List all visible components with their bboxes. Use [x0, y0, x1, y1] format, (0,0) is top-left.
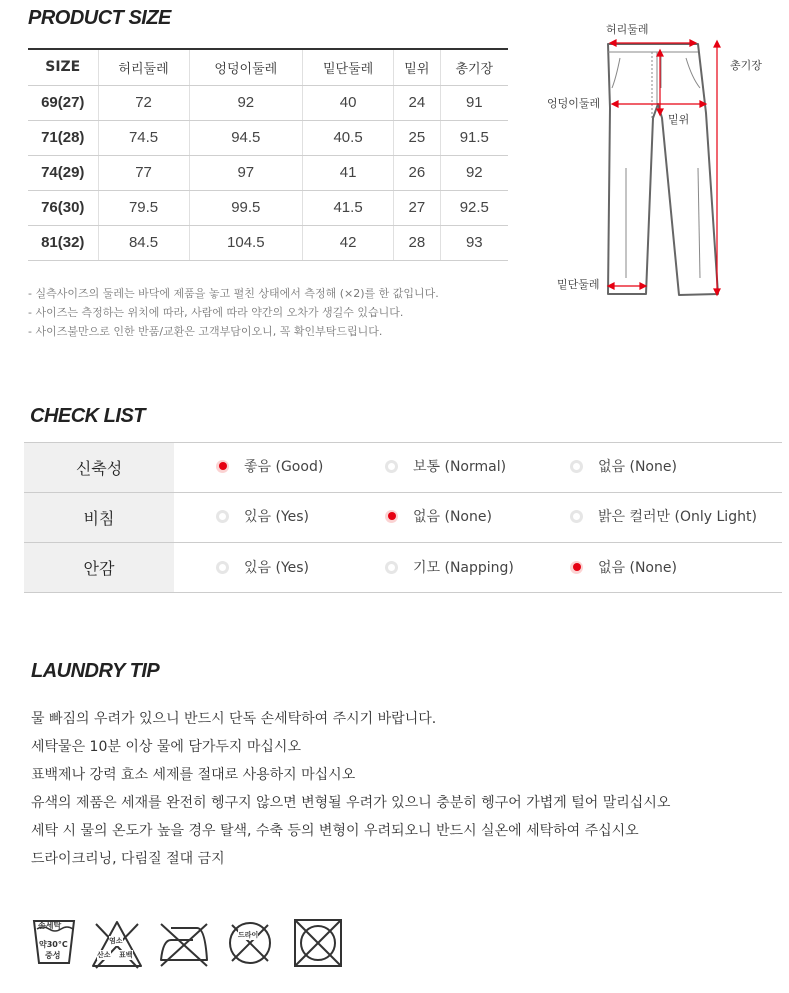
hand-wash-temp: 약30°C [39, 940, 68, 949]
laundry-line: 물 빠짐의 우려가 있으니 반드시 단독 손세탁하여 주시기 바랍니다. [31, 711, 437, 727]
length-label: 총기장 [730, 59, 762, 72]
option-label: 없음 (None) [598, 560, 677, 576]
radio-icon [570, 510, 583, 523]
table-cell: 72 [98, 85, 189, 120]
check-row-label: 안감 [24, 543, 174, 592]
laundry-line: 세탁 시 물의 온도가 높을 경우 탈색, 수축 등의 변형이 우려되오니 반드시 실온에 세탁하여 주십시오 [31, 823, 639, 839]
size-cell: 74(29) [28, 155, 98, 190]
waist-label: 허리둘레 [606, 23, 649, 36]
column-header: 엉덩이둘레 [189, 49, 302, 85]
hand-wash-icon [31, 917, 77, 975]
table-cell: 77 [98, 155, 189, 190]
table-row [28, 225, 508, 260]
table-cell: 84.5 [98, 225, 189, 260]
table-cell: 41 [303, 155, 394, 190]
table-row [28, 85, 508, 120]
size-cell: 81(32) [28, 225, 98, 260]
table-cell: 42 [303, 225, 394, 260]
table-cell: 99.5 [189, 190, 302, 225]
table-cell: 25 [394, 120, 440, 155]
table-row [28, 190, 508, 225]
column-header: 밑단둘레 [303, 49, 394, 85]
hand-wash-label: 손세탁 [38, 921, 62, 930]
check-list-title: CHECK LIST [30, 405, 145, 427]
check-option[interactable] [385, 506, 492, 526]
table-cell: 92.5 [440, 190, 508, 225]
table-cell: 92 [440, 155, 508, 190]
table-cell: 24 [394, 85, 440, 120]
no-bleach-label-chlorine: 염소 [109, 937, 123, 945]
no-iron-icon [157, 920, 211, 972]
laundry-line: 표백제나 강력 효소 세제를 절대로 사용하지 마십시오 [31, 767, 356, 783]
table-cell: 104.5 [189, 225, 302, 260]
hem-label: 밑단둘레 [557, 278, 600, 291]
hand-wash-detergent: 중성 [45, 951, 61, 960]
laundry-line: 유색의 제품은 세재를 완전히 헹구지 않으면 변형될 우려가 있으니 충분히 헹구어 가볍게 털어 말리십시오 [31, 795, 671, 811]
table-cell: 97 [189, 155, 302, 190]
table-cell: 91.5 [440, 120, 508, 155]
no-dry-clean-label: 드라이 [238, 931, 259, 939]
table-cell: 79.5 [98, 190, 189, 225]
table-cell: 74.5 [98, 120, 189, 155]
radio-icon [216, 510, 229, 523]
laundry-line: 세탁물은 10분 이상 물에 담가두지 마십시오 [31, 739, 301, 755]
size-table [28, 48, 508, 261]
hip-label: 엉덩이둘레 [547, 97, 601, 110]
table-row [28, 155, 508, 190]
check-option[interactable] [570, 557, 677, 577]
check-option[interactable] [216, 557, 309, 577]
radio-icon [570, 561, 583, 574]
table-cell: 27 [394, 190, 440, 225]
table-row [28, 120, 508, 155]
radio-icon [385, 561, 398, 574]
column-header: SIZE [28, 49, 98, 85]
note-line: - 사이즈불만으로 인한 반품/교환은 고객부담이오니, 꼭 확인부탁드립니다. [28, 325, 383, 338]
laundry-tip-title: LAUNDRY TIP [31, 660, 160, 682]
check-option[interactable] [385, 557, 514, 577]
note-line: - 실측사이즈의 둘레는 바닥에 제품을 놓고 펼친 상태에서 측정해 (×2)를 한 값입니다. [28, 287, 439, 300]
no-bleach-label-bleach: 표백 [119, 951, 133, 959]
option-label: 없음 (None) [598, 459, 677, 475]
table-cell: 28 [394, 225, 440, 260]
rise-label: 밑위 [668, 113, 690, 126]
size-notes [28, 284, 439, 341]
check-row-label: 비침 [24, 493, 174, 542]
size-cell: 69(27) [28, 85, 98, 120]
table-cell: 26 [394, 155, 440, 190]
table-cell: 91 [440, 85, 508, 120]
note-line: - 사이즈는 측정하는 위치에 따라, 사람에 따라 약간의 오차가 생길수 있습니다. [28, 306, 404, 319]
size-cell: 76(30) [28, 190, 98, 225]
pants-diagram [540, 18, 780, 303]
radio-icon [216, 561, 229, 574]
check-option[interactable] [216, 506, 309, 526]
laundry-line: 드라이크리닝, 다림질 절대 금지 [31, 851, 225, 867]
radio-icon [216, 460, 229, 473]
check-option[interactable] [385, 456, 506, 476]
option-label: 있음 (Yes) [244, 560, 310, 576]
option-label: 없음 (None) [413, 509, 492, 525]
table-cell: 41.5 [303, 190, 394, 225]
check-option[interactable] [570, 456, 677, 476]
option-label: 좋음 (Good) [244, 459, 324, 475]
table-cell: 40.5 [303, 120, 394, 155]
no-tumble-dry-icon [292, 917, 344, 973]
column-header: 총기장 [440, 49, 508, 85]
table-cell: 40 [303, 85, 394, 120]
no-bleach-label-oxygen: 산소 [97, 951, 111, 959]
table-cell: 94.5 [189, 120, 302, 155]
column-header: 허리둘레 [98, 49, 189, 85]
radio-icon [385, 460, 398, 473]
check-option[interactable] [216, 456, 323, 476]
table-cell: 93 [440, 225, 508, 260]
size-table-header [28, 49, 508, 85]
no-dry-clean-icon [226, 919, 274, 971]
table-cell: 92 [189, 85, 302, 120]
check-option[interactable] [570, 506, 757, 526]
option-label: 보통 (Normal) [413, 459, 507, 475]
product-size-title: PRODUCT SIZE [28, 7, 171, 29]
option-label: 기모 (Napping) [413, 560, 514, 576]
check-row-label: 신축성 [24, 443, 174, 492]
size-cell: 71(28) [28, 120, 98, 155]
column-header: 밑위 [394, 49, 440, 85]
radio-icon [570, 460, 583, 473]
laundry-instructions [31, 705, 670, 873]
radio-icon [385, 510, 398, 523]
no-bleach-icon [90, 918, 144, 974]
option-label: 밝은 컬러만 (Only Light) [598, 509, 757, 525]
option-label: 있음 (Yes) [244, 509, 310, 525]
